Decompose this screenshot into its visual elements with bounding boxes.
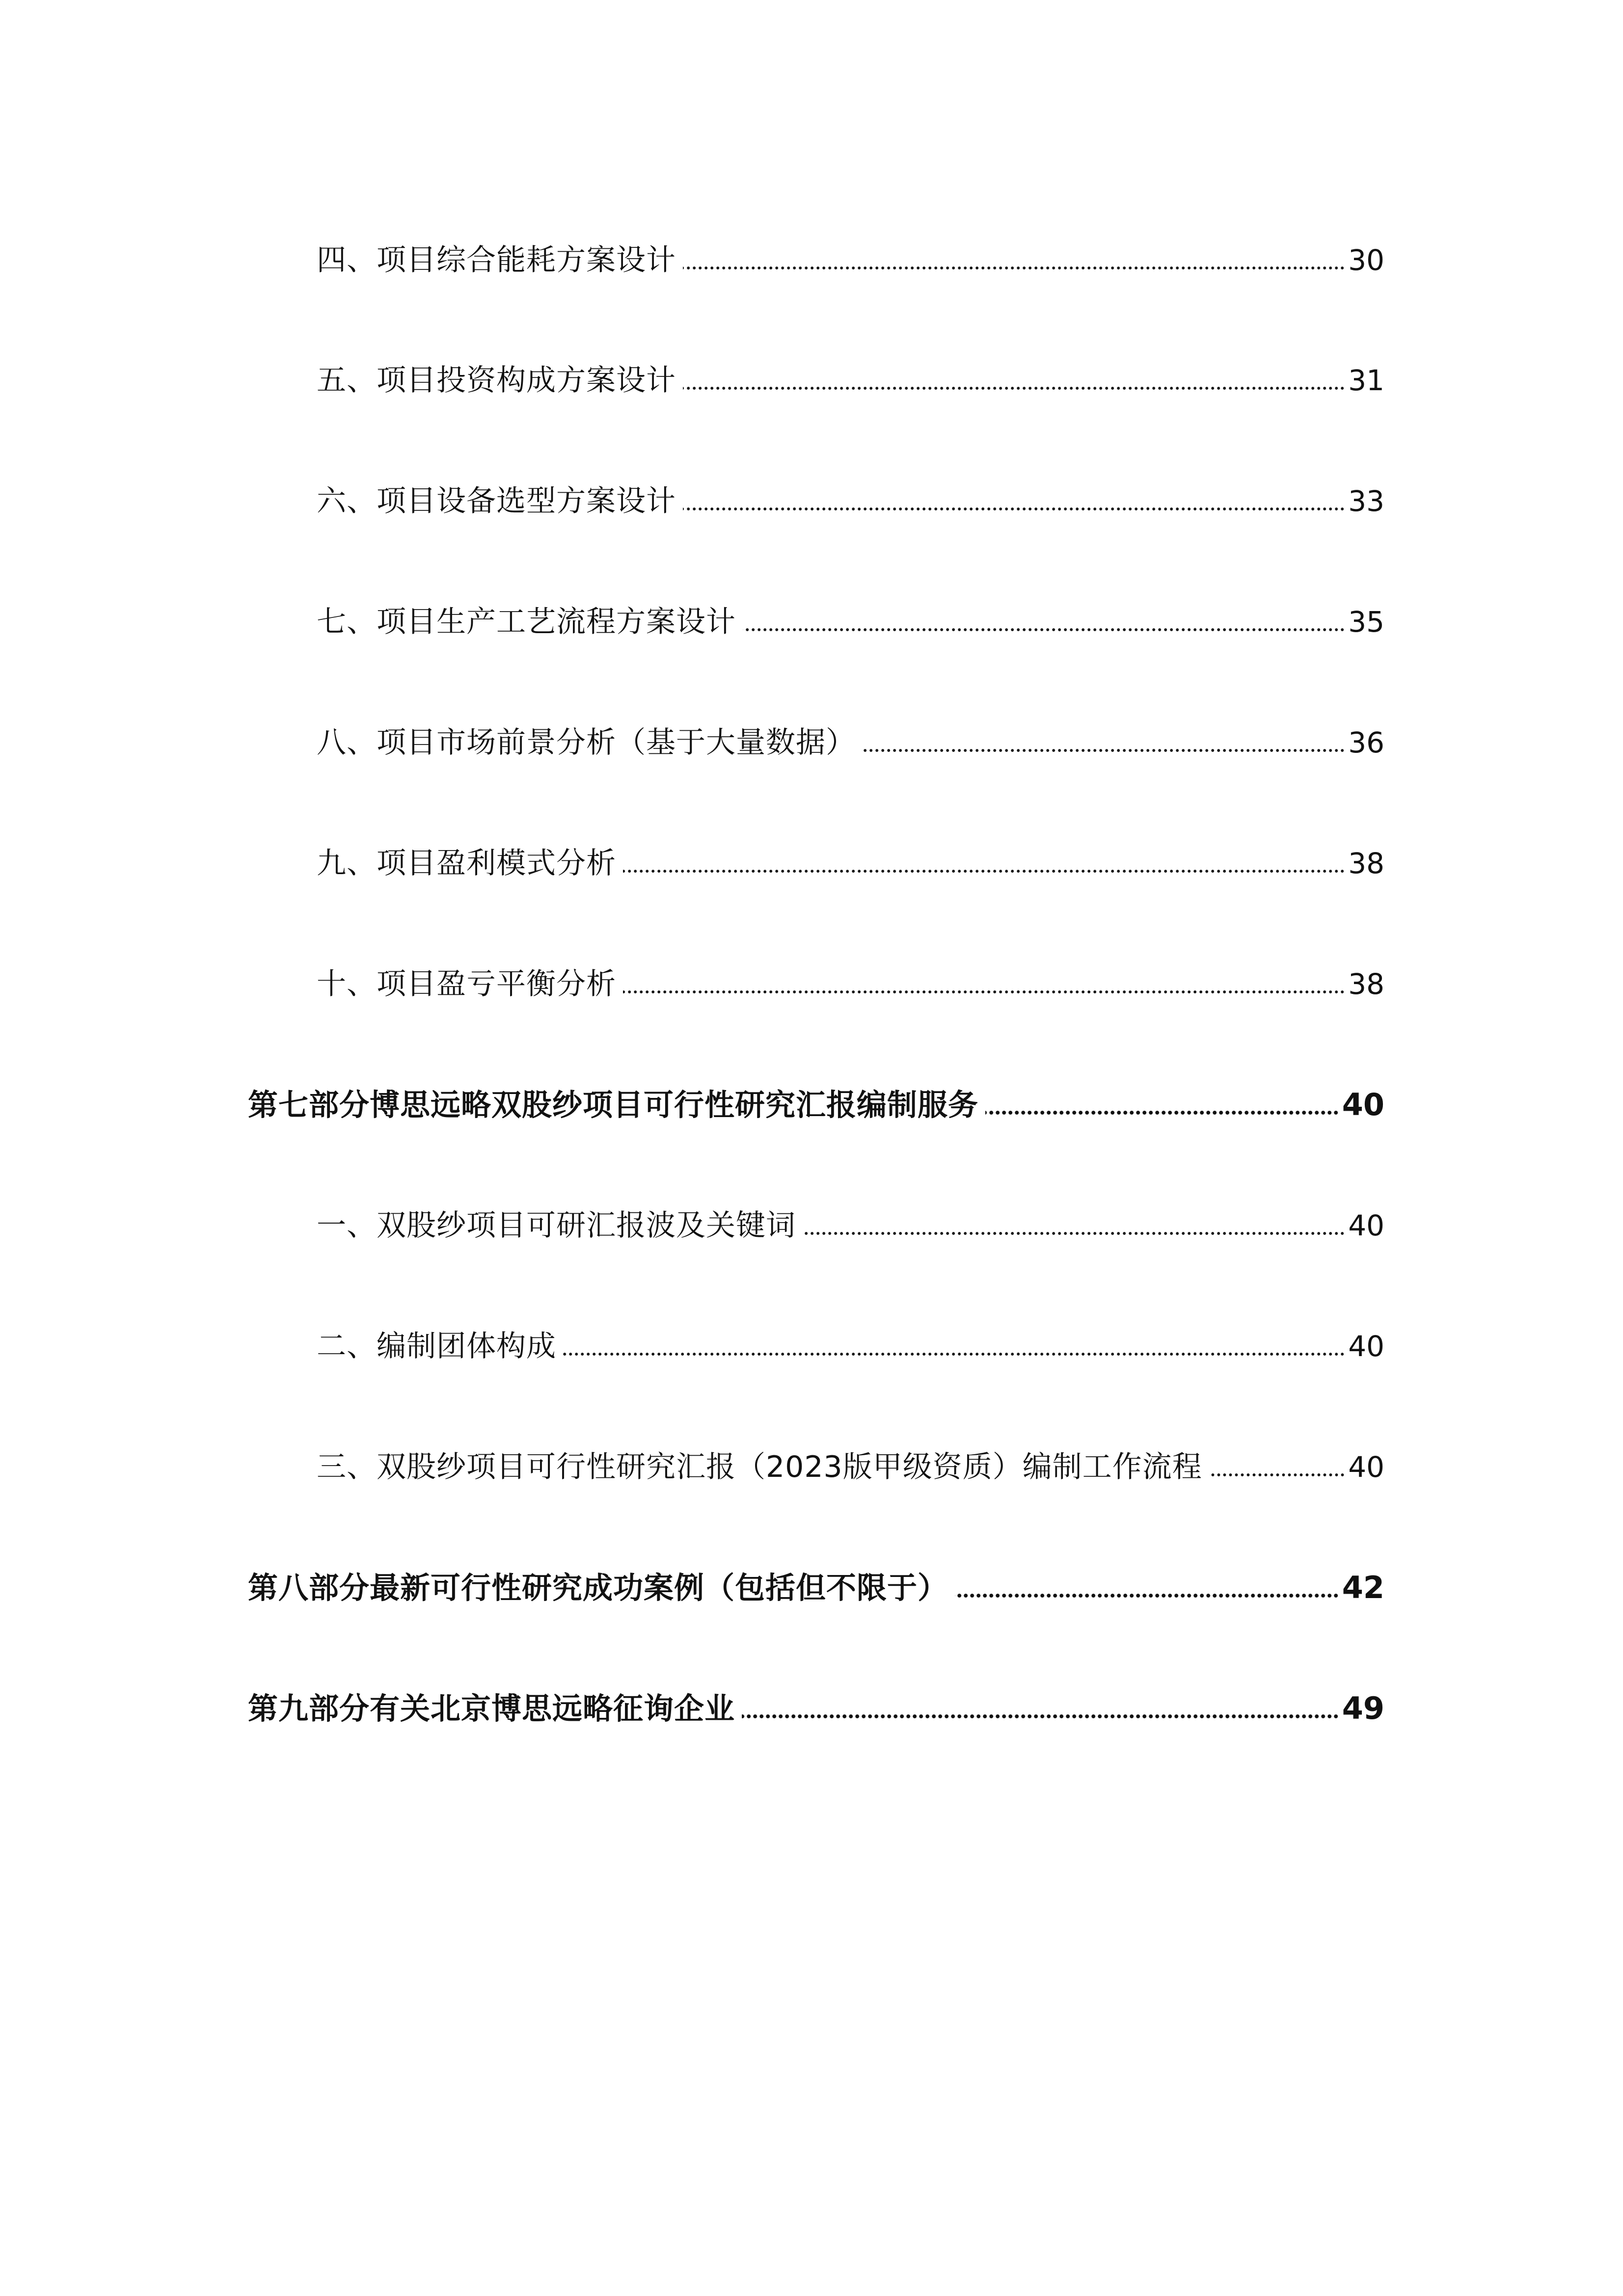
toc-part-entry[interactable] [248, 1078, 1384, 1132]
toc-page-number: 35 [1348, 605, 1384, 639]
dot-leader [863, 748, 1345, 753]
toc-entry-title: 三、双股纱项目可行性研究汇报（2023版甲级资质）编制工作流程 [317, 1450, 1202, 1484]
toc-entry[interactable] [317, 716, 1384, 770]
toc-page-number: 42 [1342, 1570, 1384, 1605]
dot-leader [623, 869, 1345, 874]
toc-page-number: 40 [1348, 1330, 1384, 1363]
toc-entry-title: 七、项目生产工艺流程方案设计 [317, 605, 736, 639]
toc-entry-title: 九、项目盈利模式分析 [317, 846, 616, 881]
toc-page-number: 38 [1348, 967, 1384, 1001]
toc-page-number: 49 [1342, 1690, 1384, 1726]
toc-entry[interactable] [317, 836, 1384, 890]
dot-leader [742, 1714, 1339, 1719]
toc-entry[interactable] [317, 1319, 1384, 1373]
dot-leader [985, 1110, 1339, 1115]
toc-entry-title: 八、项目市场前景分析（基于大量数据） [317, 725, 856, 760]
dot-leader [683, 266, 1345, 270]
dot-leader [563, 1352, 1345, 1357]
toc-page-number: 30 [1348, 243, 1384, 277]
toc-page-number: 40 [1342, 1087, 1384, 1122]
toc-entry-title: 五、项目投资构成方案设计 [317, 363, 676, 398]
dot-leader [803, 1231, 1345, 1236]
toc-part-title: 第八部分最新可行性研究成功案例（包括但不限于） [248, 1571, 948, 1605]
toc-page-number: 33 [1348, 484, 1384, 518]
toc-part-entry[interactable] [248, 1682, 1384, 1735]
toc-entry[interactable] [317, 1199, 1384, 1253]
toc-entry[interactable] [317, 353, 1384, 407]
toc-entry[interactable] [317, 1440, 1384, 1494]
toc-page-number: 36 [1348, 726, 1384, 759]
dot-leader [1209, 1472, 1345, 1477]
toc-part-title: 第七部分博思远略双股纱项目可行性研究汇报编制服务 [248, 1088, 979, 1122]
toc-entry-title: 六、项目设备选型方案设计 [317, 484, 676, 518]
toc-part-title: 第九部分有关北京博思远略征询企业 [248, 1691, 735, 1726]
toc-entry[interactable] [317, 233, 1384, 287]
dot-leader [683, 507, 1345, 511]
dot-leader [743, 627, 1345, 632]
toc-page-number: 40 [1348, 1209, 1384, 1242]
toc-entry-title: 二、编制团体构成 [317, 1329, 556, 1363]
dot-leader [623, 989, 1345, 994]
dot-leader [683, 386, 1345, 391]
toc-entry[interactable] [317, 957, 1384, 1011]
toc-entry-title: 四、项目综合能耗方案设计 [317, 243, 676, 277]
dot-leader [955, 1593, 1339, 1598]
toc-entry-title: 一、双股纱项目可研汇报波及关键词 [317, 1208, 796, 1243]
toc-entry-title: 十、项目盈亏平衡分析 [317, 967, 616, 1001]
toc-page-number: 38 [1348, 847, 1384, 880]
toc-part-entry[interactable] [248, 1561, 1384, 1615]
toc-page-number: 40 [1348, 1450, 1384, 1484]
toc-page-number: 31 [1348, 364, 1384, 397]
toc-entry[interactable] [317, 474, 1384, 528]
toc-entry[interactable] [317, 595, 1384, 649]
